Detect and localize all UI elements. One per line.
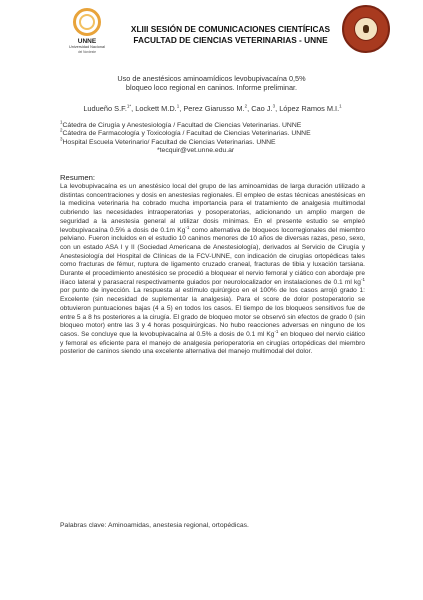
affiliation-item: $^2$Cátedra de Farmacología y Toxicología / Facultad de Ciencias Veterinarias. UNNE: [60, 128, 311, 138]
affiliation-item: $^1$Cátedra de Cirugía y Anestesiología / Facultad de Ciencias Veterinarias. UNNE: [60, 119, 302, 129]
paper-title: [74, 74, 349, 93]
author-list: Ludueño S.F.$^{1*}$, Lockett M.D.$^1$, Perez Giarusso M.$^2$, Cao J.$^3$, López Ramos M.I.$^1$: [83, 103, 342, 113]
author-affil-sup: 2: [244, 103, 248, 109]
paper-title-line2: bloqueo loco regional en caninos. Informe preliminar.: [125, 83, 298, 93]
paper-title-line1: Uso de anestésicos aminoamídicos levobupivacaína 0,5%: [117, 74, 306, 83]
conference-title-line1: XLIII SESIÓN DE COMUNICACIONES CIENTÍFICAS: [130, 24, 331, 34]
author-affil-sup: 3: [272, 103, 276, 109]
author-name: Perez Giarusso M.: [183, 104, 245, 113]
header-banner: [0, 0, 423, 66]
author-name: Cao J.: [251, 104, 273, 113]
affiliations: [60, 119, 380, 155]
author-name: Lockett M.D.: [135, 104, 177, 113]
author-name: López Ramos M.I.: [279, 104, 340, 113]
contact-email: *tecquir@vet.unne.edu.ar: [157, 146, 235, 154]
author-name: Ludueño S.F.: [83, 104, 127, 113]
keywords: Palabras clave: Aminoamidas, anestesia regional, ortopédicas.: [60, 522, 249, 529]
author-affil-sup: 1*: [126, 103, 132, 109]
unne-logo-line1: Universidad Nacional: [69, 45, 105, 49]
abstract-body: La levobupivacaína es un anestésico local del grupo de las aminoamidas de larga duración utilizado a distintas concentraciones y dosis en anestesias regionales. El empleo de estas técnicas anestésicas en la medicina veterinaria ha cobrado mucha importancia para el tratamiento de analgesia multimodal cubriendo las necesidades intraoperatorias y posoperatorias, adicionando un amplio margen de seguridad a la anestesia general al utilizar dosis mínimas. En el presente estudio se empleó levobupivacaína 0.5% a dosis de 0.1m $Kg^{-1}$ como alternativa de bloqueos locorregionales del miembro pelviano. Fueron incluidos en el estudio 10 caninos menores de 10 años de diversas razas, peso, sexo, con un estado ASA I y II (Sociedad Americana de Anestesiología), derivados al Servicio de Cirugía y Anestesiología del Hospital de Clínicas de la FCV-UNNE, con indicación de cirugías ortopédicas tales como fracturas de fémur, ruptura de ligamento cruzado craneal, fracturas de tibia y luxación tarsiana. Durante el procedimiento anestésico se procedió a bloquear el nervio femoral y ciático con abordaje pre ilíaco lateral y parasacral respectivamente guiados por neurolocalizador en instalaciones de 0.1 ml $kg^{-1}$ por punto de inyección. La respuesta al estímulo quirúrgico en el 100% de los casos arrojó grado 1: Excelente (sin necesidad de suplementar la analgesia). Para el score de dolor postoperatorio se obtuvieron puntuaciones bajas (4 a 5) en todos los casos. El tiempo de los bloqueos sensitivos fue de entre 5 a 8 hs posteriores a la cirugía. El grado de bloqueo motor se observó sin efectos de grado 0 (sin bloqueo motor) entre las 3 y 4 horas posquirúrgicas. No hubo reacciones adversas en ninguno de los casos. Se concluye que la levobupivacaína al 0.5% a dosis de 0.1 ml $Kg^{-1}$ en bloqueo del nervio ciático y femoral es eficiente para el manejo de analgesia perioperatoria en cirugías ortopédicas del miembro posterior de caninos siendo una excelente alternativa del manejo multimodal del dolor.: [60, 183, 365, 356]
unne-logo-icon: [69, 8, 105, 36]
unne-logo: [64, 8, 110, 54]
conference-title-line2: FACULTAD DE CIENCIAS VETERINARIAS - UNNE: [133, 34, 328, 45]
author-affil-sup: 1: [339, 103, 342, 109]
unne-logo-line2: del Nordeste: [77, 49, 97, 54]
author-affil-sup: 1: [176, 103, 180, 109]
faculty-seal-icon: [342, 5, 390, 53]
affiliation-item: $^3$Hospital Escuela Veterinario/ Facultad de Ciencias Veterinarias. UNNE: [60, 136, 276, 146]
unne-logo-name: UNNE: [77, 38, 97, 45]
conference-title: [118, 24, 343, 45]
abstract-heading: Resumen:: [60, 173, 96, 182]
